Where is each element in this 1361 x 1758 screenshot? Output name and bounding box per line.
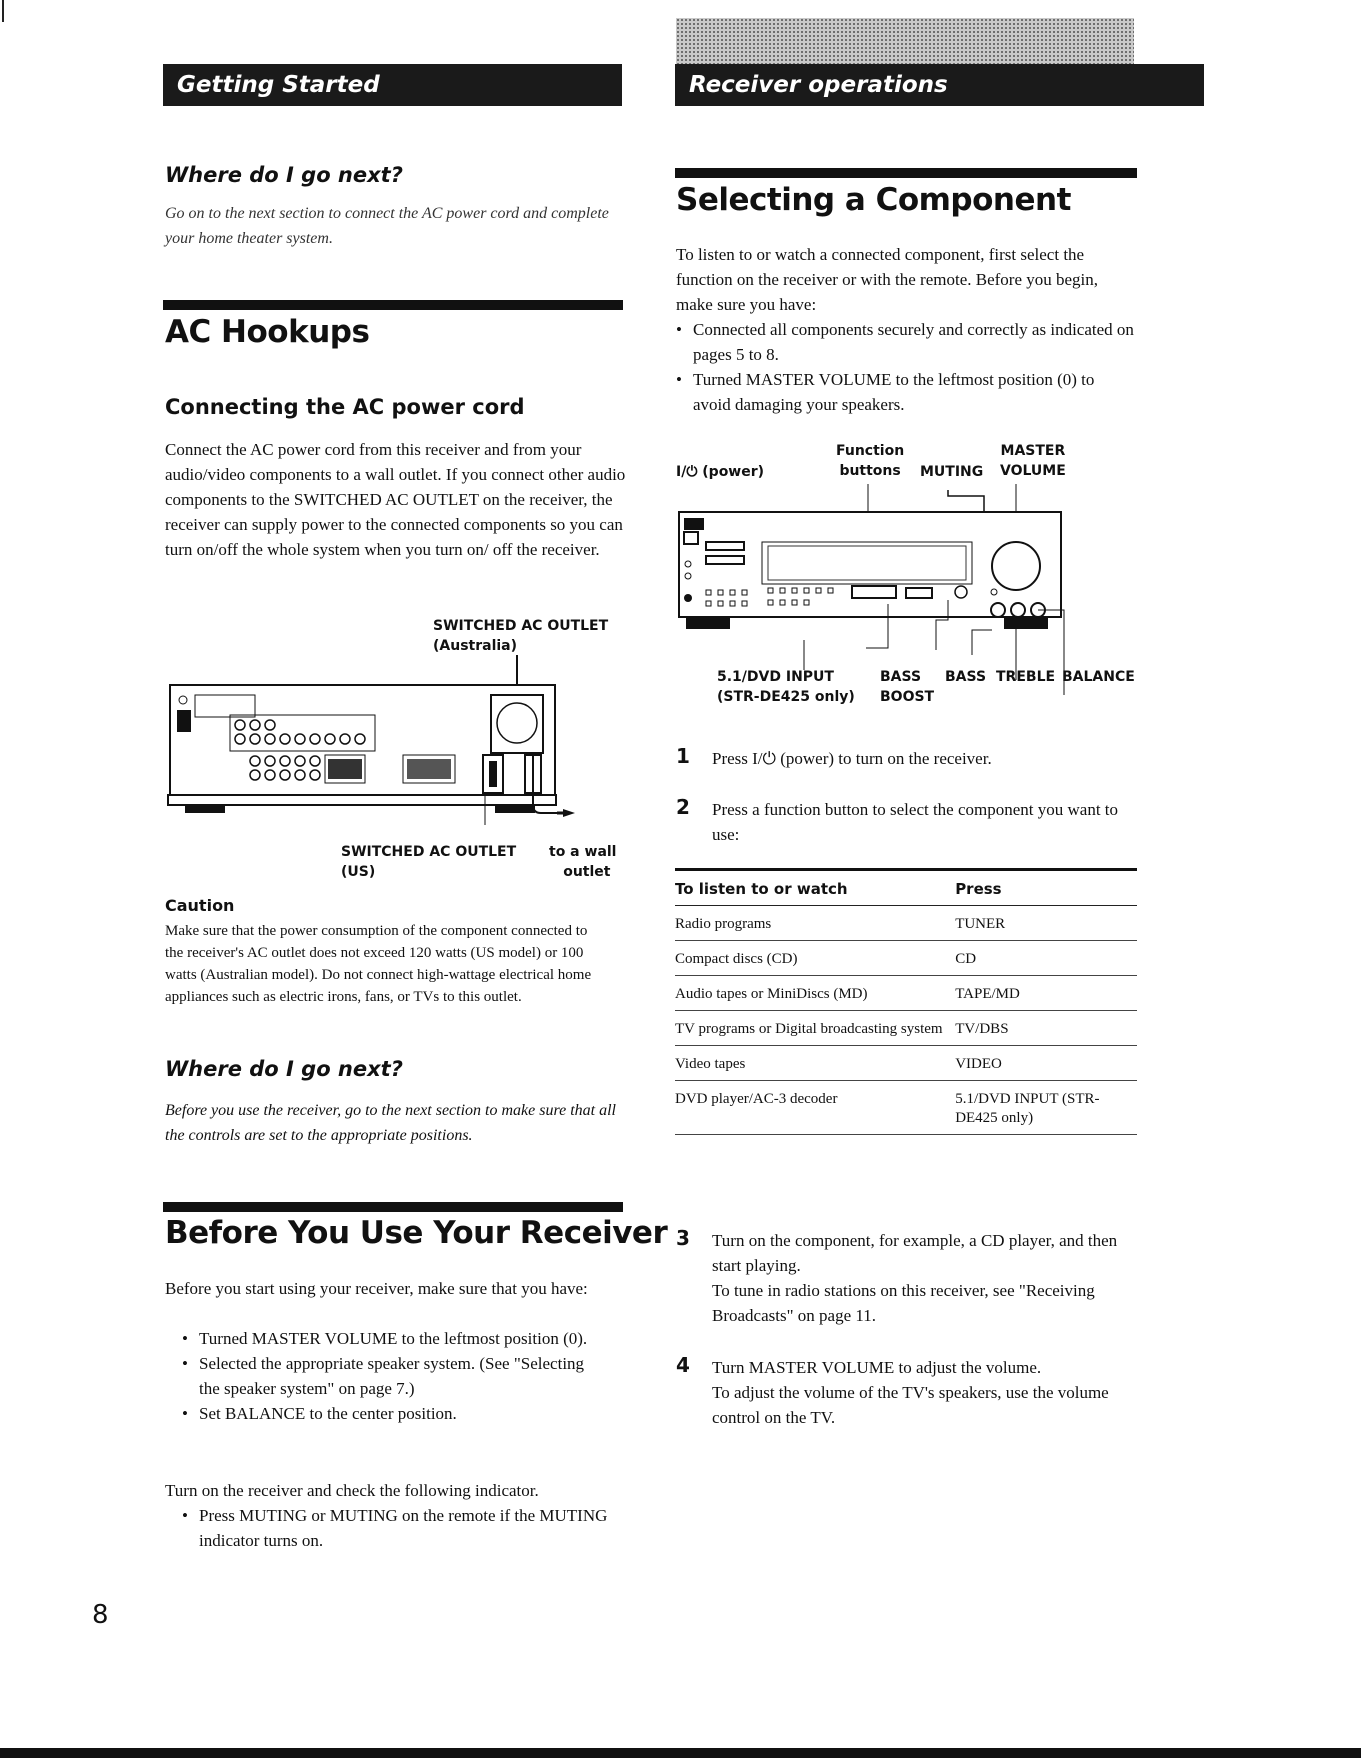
function-table-grid [675,871,1137,1135]
list-item: • Connected all components securely and correctly as indicated on pages 5 to 8. [676,317,1136,367]
table-row [675,1046,1137,1081]
table-header-row [675,871,1137,906]
table-cell: Radio programs [675,906,955,941]
table-cell: TAPE/MD [955,976,1137,1011]
master-volume-label: MASTER VOLUME [1000,443,1066,479]
bass-label: BASS [945,669,987,685]
where-next-text-2: Before you use the receiver, go to the next section to make sure that all the controls are set to the appropriate positions. [165,1102,616,1144]
table-cell: TV programs or Digital broadcasting system [675,1011,955,1046]
step-number: 3 [676,1226,690,1250]
caution-title: Caution [165,896,235,915]
ac-power-subtitle: Connecting the AC power cord [165,395,525,419]
receiver-rear-panel-figure [165,655,625,825]
table-row [675,906,1137,941]
muting-label: MUTING [920,464,984,480]
table-row [675,1011,1137,1046]
bass-boost-label: BASS BOOST [880,669,935,705]
step-number: 2 [676,795,690,819]
table-cell: DVD player/AC-3 decoder [675,1081,955,1135]
page-number: 8 [92,1600,109,1630]
bottom-edge [0,1748,1361,1758]
list-item: • Press MUTING or MUTING on the remote if the MUTING indicator turns on. [182,1503,622,1553]
table-cell: TV/DBS [955,1011,1137,1046]
header-texture [676,18,1134,66]
power-label: I/⏻ (power) [676,464,765,480]
selecting-list [676,317,1136,417]
table-cell: VIDEO [955,1046,1137,1081]
step-text: Turn on the component, for example, a CD player, and then start playing. To tune in radio stations on this receiver, see "Receiving Broadcasts" on page 11. [712,1231,1118,1325]
check-indicator-list [182,1503,622,1553]
function-buttons-label: Function buttons [836,443,905,479]
section-rule-ac [163,300,623,310]
caution-text: Make sure that the power consumption of the component connected to the receiver's AC outlet does not exceed 120 watts (US model) or 100 watts (Australian model). Do not connect high-wattage electrical home appliances such as electric irons, fans, or TVs to this outlet. [165,923,592,1005]
table-row [675,976,1137,1011]
crop-mark [2,0,4,22]
step-text: Press a function button to select the component you want to use: [712,800,1119,844]
check-indicator-text: Turn on the receiver and check the following indicator. [165,1481,539,1500]
table-header-cell: To listen to or watch [675,871,955,906]
section-header-left [163,64,622,106]
dvd-input-label: 5.1/DVD INPUT (STR-DE425 only) [717,669,855,705]
table-cell: Compact discs (CD) [675,941,955,976]
step-text: Press I/⏻ (power) to turn on the receiver. [712,749,992,768]
where-next-heading-1: Where do I go next? [165,163,403,187]
table-cell: TUNER [955,906,1137,941]
header-right-text: Receiver operations [689,72,948,98]
selecting-intro: To listen to or watch a connected component, first select the function on the receiver or with the remote. Before you begin, make sure you have: [676,245,1099,314]
table-cell: CD [955,941,1137,976]
section-header-right [675,64,1204,106]
treble-label: TREBLE [996,669,1056,685]
balance-label: BALANCE [1062,669,1135,685]
list-item: • Selected the appropriate speaker system. (See "Selecting the speaker system" on page 7.) [182,1351,602,1401]
ac-power-paragraph: Connect the AC power cord from this receiver and from your audio/video components to a wall outlet. If you connect other audio components to the SWITCHED AC OUTLET on the receiver, the receiver can supply power to the connected components so you can turn on/off the whole system when you turn on/ off the receiver. [165,440,626,559]
before-use-list [182,1326,602,1426]
wall-outlet-label: to a wall outlet [549,844,617,880]
table-cell: Video tapes [675,1046,955,1081]
header-left-text: Getting Started [177,72,380,98]
step-text: Turn MASTER VOLUME to adjust the volume. To adjust the volume of the TV's speakers, use the volume control on the TV. [712,1358,1109,1427]
list-item: • Turned MASTER VOLUME to the leftmost position (0) to avoid damaging your speakers. [676,367,1136,417]
table-header-cell: Press [955,871,1137,906]
ac-hookups-title: AC Hookups [165,314,370,350]
section-rule-select [675,168,1137,178]
step-number: 4 [676,1353,690,1377]
table-cell: Audio tapes or MiniDiscs (MD) [675,976,955,1011]
section-rule-before [163,1202,623,1212]
table-row [675,1081,1137,1135]
step-number: 1 [676,744,690,768]
selecting-component-title: Selecting a Component [676,182,1071,218]
before-use-title: Before You Use Your Receiver [165,1215,668,1251]
function-table [675,868,1137,1135]
list-item: • Set BALANCE to the center position. [182,1401,602,1426]
receiver-front-panel-figure [676,480,1146,695]
table-cell: 5.1/DVD INPUT (STR-DE425 only) [955,1081,1137,1135]
where-next-text-1: Go on to the next section to connect the AC power cord and complete your home theater system. [165,205,609,247]
list-item: • Turned MASTER VOLUME to the leftmost position (0). [182,1326,602,1351]
table-row [675,941,1137,976]
where-next-heading-2: Where do I go next? [165,1057,403,1081]
before-use-intro: Before you start using your receiver, make sure that you have: [165,1279,588,1298]
outlet-us-label: SWITCHED AC OUTLET (US) [341,844,517,880]
outlet-au-label: SWITCHED AC OUTLET (Australia) [433,618,609,654]
